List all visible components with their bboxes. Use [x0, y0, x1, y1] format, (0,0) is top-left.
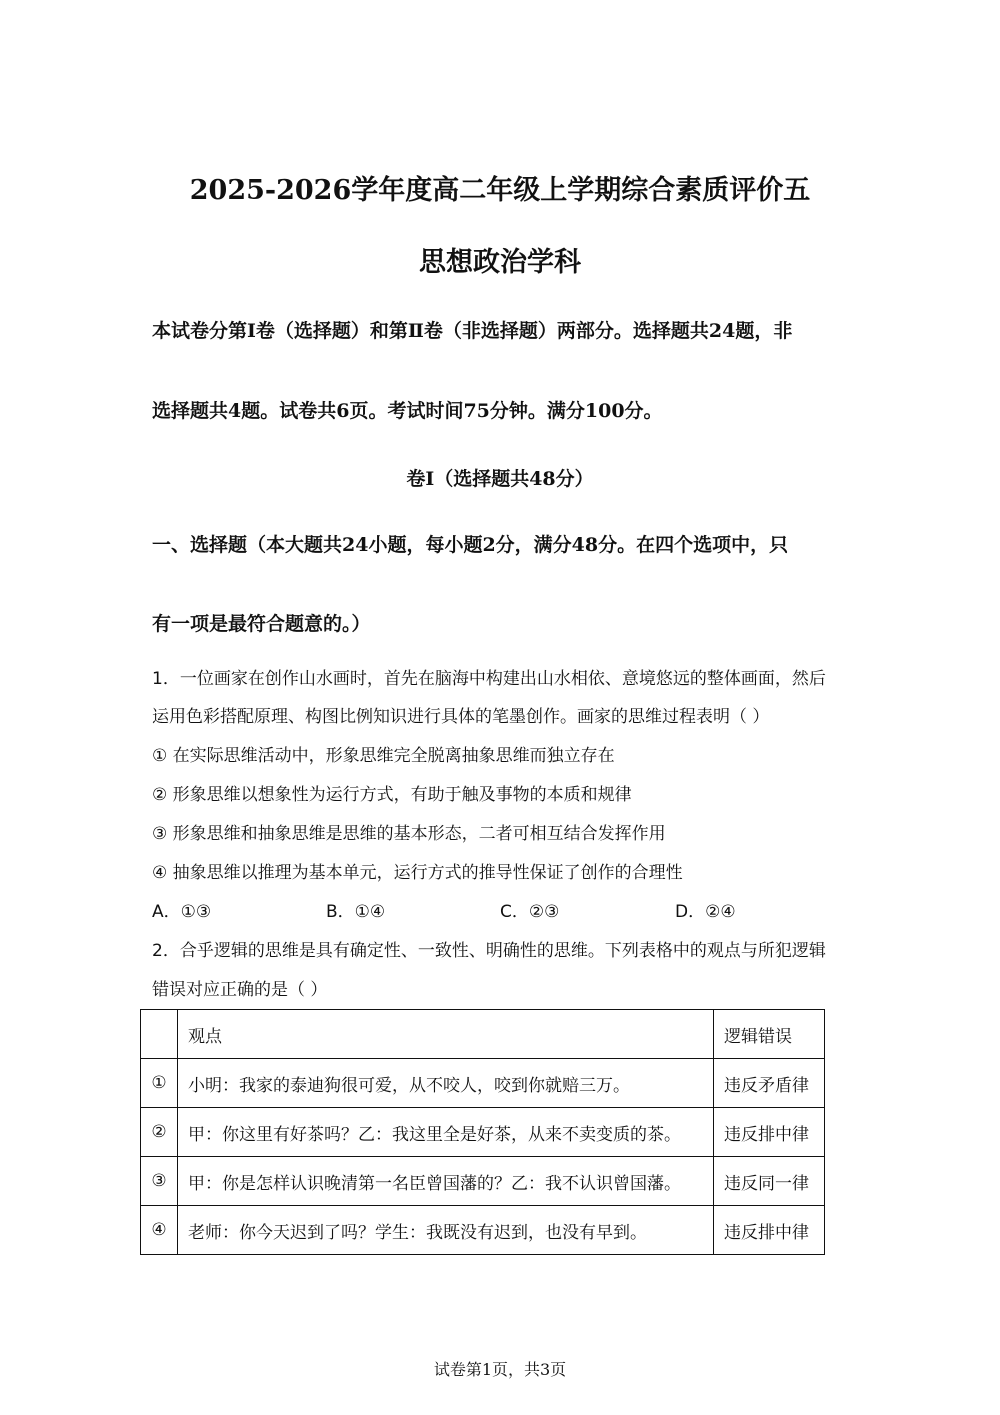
q1-option-b[interactable]: B．①④	[326, 902, 386, 922]
q1-option-c[interactable]: C．②③	[500, 902, 560, 922]
q1-statement-1: ① 在实际思维活动中，形象思维完全脱离抽象思维而独立存在	[152, 746, 615, 766]
table-row-viewpoint: 甲：你这里有好茶吗？乙：我这里全是好茶，从来不卖变质的茶。	[178, 1108, 714, 1157]
intro-line-2: 选择题共4题。试卷共6页。考试时间75分钟。满分100分。	[152, 400, 663, 422]
q2-stem-line-1: 2．合乎逻辑的思维是具有确定性、一致性、明确性的思维。下列表格中的观点与所犯逻辑	[152, 941, 826, 961]
q1-stem-line-1: 1．一位画家在创作山水画时，首先在脑海中构建出山水相依、意境悠远的整体画面，然后	[152, 669, 826, 689]
table-row-index: ②	[141, 1108, 178, 1157]
intro-line-1: 本试卷分第Ⅰ卷（选择题）和第Ⅱ卷（非选择题）两部分。选择题共24题，非	[152, 320, 793, 342]
document-title: 2025-2026学年度高二年级上学期综合素质评价五	[189, 175, 811, 206]
q1-stem-line-2: 运用色彩搭配原理、构图比例知识进行具体的笔墨创作。画家的思维过程表明（ ）	[152, 707, 770, 727]
page-footer: 试卷第1页，共3页	[433, 1360, 567, 1379]
table-header-viewpoint: 观点	[178, 1010, 714, 1059]
table-row	[141, 1206, 825, 1255]
table-row-index: ③	[141, 1157, 178, 1206]
table-row-error: 违反排中律	[714, 1108, 825, 1157]
volume-title: 卷Ⅰ（选择题共48分）	[406, 468, 594, 490]
section-heading-line-1: 一、选择题（本大题共24小题，每小题2分，满分48分。在四个选项中，只	[152, 534, 789, 556]
table-row	[141, 1108, 825, 1157]
table-header-row	[141, 1010, 825, 1059]
table-row	[141, 1059, 825, 1108]
q1-statement-4: ④ 抽象思维以推理为基本单元，运行方式的推导性保证了创作的合理性	[152, 863, 683, 883]
table-row-viewpoint: 小明：我家的泰迪狗很可爱，从不咬人，咬到你就赔三万。	[178, 1059, 714, 1108]
table-header-index	[141, 1010, 178, 1059]
q1-option-a[interactable]: A．①③	[152, 902, 212, 922]
q1-option-d[interactable]: D．②④	[675, 902, 736, 922]
table-row-index: ①	[141, 1059, 178, 1108]
table-row-viewpoint: 甲：你是怎样认识晚清第一名臣曾国藩的？乙：我不认识曾国藩。	[178, 1157, 714, 1206]
q1-options	[152, 897, 852, 921]
table-row-error: 违反排中律	[714, 1206, 825, 1255]
table-row-viewpoint: 老师：你今天迟到了吗？学生：我既没有迟到，也没有早到。	[178, 1206, 714, 1255]
table-row	[141, 1157, 825, 1206]
q2-table	[140, 1009, 825, 1255]
table-row-error: 违反同一律	[714, 1157, 825, 1206]
table-row-index: ④	[141, 1206, 178, 1255]
q2-stem-line-2: 错误对应正确的是（ ）	[152, 980, 328, 1000]
table-row-error: 违反矛盾律	[714, 1059, 825, 1108]
q1-statement-3: ③ 形象思维和抽象思维是思维的基本形态，二者可相互结合发挥作用	[152, 824, 666, 844]
q1-statement-2: ② 形象思维以想象性为运行方式，有助于触及事物的本质和规律	[152, 785, 632, 805]
section-heading-line-2: 有一项是最符合题意的。）	[152, 613, 371, 635]
table-header-error: 逻辑错误	[714, 1010, 825, 1059]
document-subtitle: 思想政治学科	[419, 247, 581, 278]
